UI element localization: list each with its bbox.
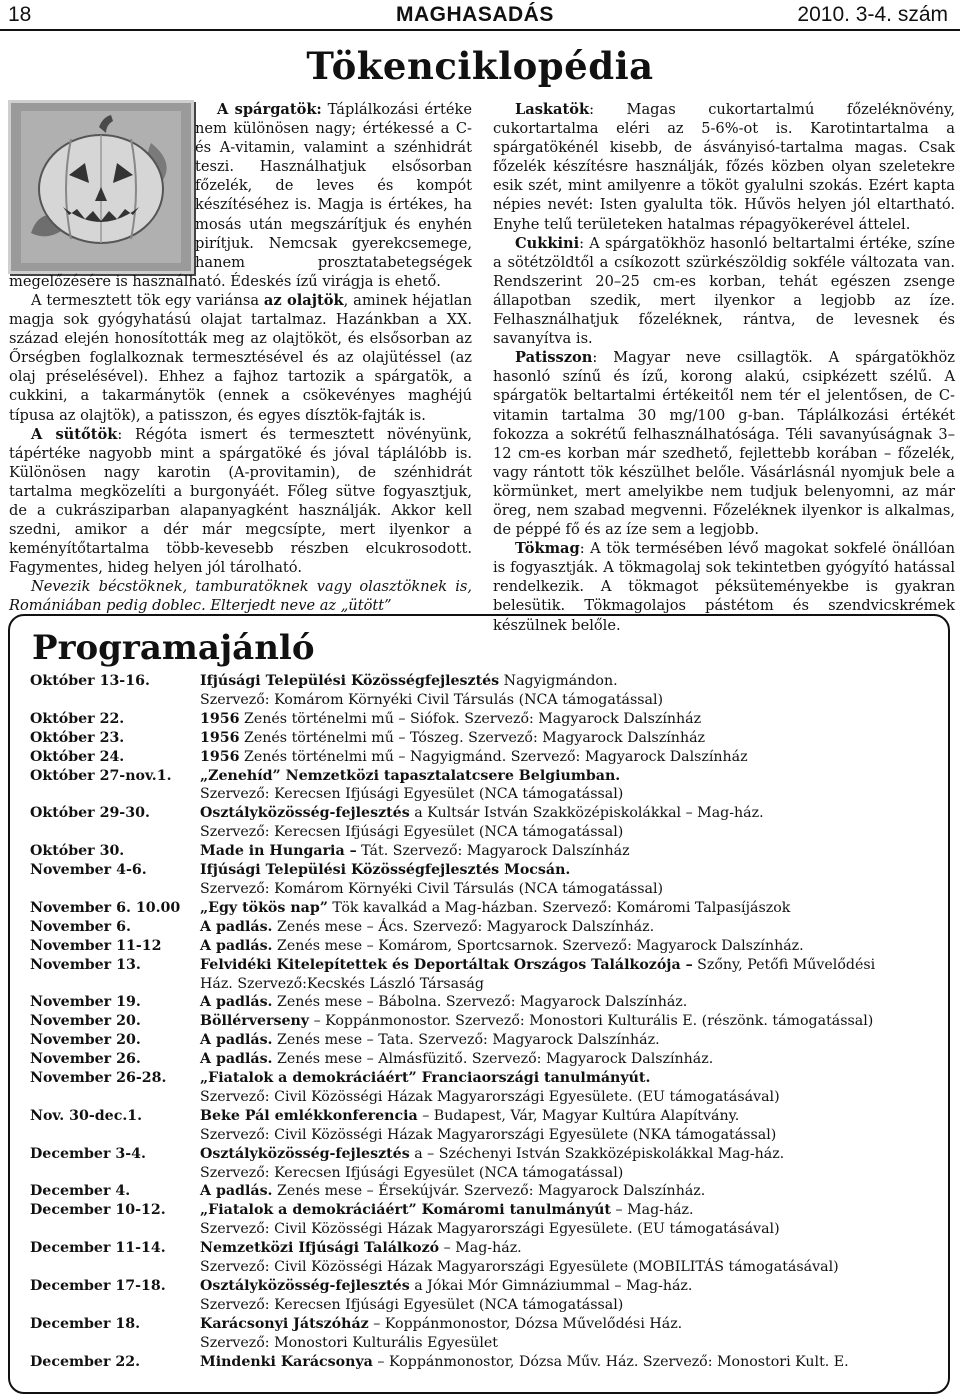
event-date: November 6. 10.00: [30, 899, 181, 916]
tokmag-text: : A tök termésében lévő magokat sokfelé önállóan is fogyasztják. A tökmagolaj sok tekintetben gyógyító hatással rendelkezik. A tökmagot péksüteményekbe is gyakran belesütik. Tökmagolajos pástétom és szendvicskrémek készülnek belőle.: [493, 540, 955, 634]
event-row: [30, 1315, 940, 1353]
event-line: [200, 1201, 940, 1220]
event-details: [200, 1201, 940, 1239]
event-details: [200, 937, 940, 956]
event-organizer: Szervező: Komárom Környéki Civil Társulás (NCA támogatással): [200, 880, 664, 897]
laskatok-text: : Magas cukortartalmú főzeléknövény, cukortartalma eléri az 5-6%-ot is. Karotintartalma a spárgatökénél kisebb, de ásványisó-tartalma magas. Csak főzelék készítésre használják, főzés közben olyan szeletekre esik szét, mint amilyenre a tököt gyalulni szokás. Ezért kapta népies nevét: Isten gyalulta tök. Hűvös helyen jól eltartható. Enyhe telű területeken hatalmas répagyökerével áttelel.: [493, 101, 955, 233]
event-title: Böllérverseny: [200, 1013, 310, 1030]
event-title: Osztályközösség-fejlesztés: [200, 1145, 410, 1162]
event-details: [200, 1315, 940, 1353]
event-date: Október 13-16.: [30, 673, 150, 689]
event-details: [200, 710, 940, 729]
event-date: December 11-14.: [30, 1240, 166, 1257]
event-line: [200, 842, 940, 861]
event-info: a Kultsár István Szakközépiskolákkal – Mag-ház.: [409, 805, 764, 822]
event-row: [30, 710, 940, 729]
event-date: November 11-12: [30, 937, 162, 954]
event-organizer: Szervező: Kerecsen Ifjúsági Egyesület (NCA támogatással): [200, 1296, 624, 1313]
event-line: [200, 899, 940, 918]
event-row: [30, 1145, 940, 1183]
event-info: – Mag-ház.: [610, 1202, 694, 1219]
event-row: [30, 956, 940, 994]
issue-date: 2010. 3-4. szám: [797, 3, 948, 26]
event-organizer: Szervező: Civil Közösségi Házak Magyarországi Egyesülete (MOBILITÁS támogatásával): [200, 1259, 839, 1276]
event-date: December 4.: [30, 1183, 131, 1200]
event-info: Zenés mese – Komárom, Sportcsarnok. Szervező: Magyarock Dalszínház.: [272, 937, 804, 954]
event-date: November 26-28.: [30, 1070, 167, 1087]
event-date: December 3-4.: [30, 1145, 146, 1162]
event-title: Ifjúsági Települési Közösségfejlesztés: [200, 673, 500, 689]
event-details: [200, 918, 940, 937]
event-line: [200, 672, 940, 691]
event-details: [200, 1353, 940, 1372]
event-title: „Fiatalok a demokráciáért” Komáromi tanulmányút: [200, 1202, 611, 1219]
event-title: Made in Hungaria –: [200, 843, 357, 860]
event-line: [200, 804, 940, 823]
cukkini-text: : A spárgatökhöz hasonló beltartalmi értéke, színe a sötétzöldtől a csíkozott szürkészöldig sokféle változata van. Rendszerint 20–25 cm-es korban, tehát egészen zsenge állapotban szedik, mert ilyenkor a legjobb az íze. Felhasználhatjuk főzeléknek, rántva, de levesnek és savanyítva is.: [493, 234, 955, 348]
event-title: Ifjúsági Települési Közösségfejlesztés Mocsán.: [200, 862, 571, 879]
event-title: Osztályközösség-fejlesztés: [200, 805, 410, 822]
left-column: [9, 100, 472, 616]
event-title: Beke Pál emlékkonferencia: [200, 1107, 418, 1124]
event-title: Karácsonyi Játszóház: [200, 1315, 369, 1332]
event-line: [200, 729, 940, 748]
event-details: [200, 1107, 940, 1145]
event-info: a – Széchenyi István Szakközépiskolákkal Mag-ház.: [409, 1145, 785, 1162]
event-details: [200, 1182, 940, 1201]
event-details: [200, 1277, 940, 1315]
event-row: [30, 729, 940, 748]
event-line: [200, 1315, 940, 1334]
paragraph-laskatok: [493, 100, 955, 234]
event-title: A padlás.: [200, 994, 273, 1011]
event-row: [30, 1069, 940, 1107]
event-date: November 19.: [30, 994, 141, 1011]
nevezik-text: Nevezik bécstöknek, tamburatöknek vagy olasztöknek is, Romániában pedig doblec. Elterjedt neve az „ütött”: [9, 578, 472, 615]
event-details: [200, 842, 940, 861]
event-date: November 26.: [30, 1051, 141, 1068]
event-line: [200, 1050, 940, 1069]
event-info: – Koppánmonostor, Dózsa Műv. Ház. Szervező: Monostori Kult. E.: [372, 1353, 849, 1370]
event-row: [30, 1201, 940, 1239]
event-date: November 13.: [30, 956, 141, 973]
event-line: [200, 937, 940, 956]
event-info: Zenés mese – Bábolna. Szervező: Magyarock Dalszínház.: [272, 994, 688, 1011]
event-organizer: Szervező: Civil Közösségi Házak Magyarországi Egyesülete (NKA támogatással): [200, 1126, 777, 1143]
event-organizer: Szervező: Civil Közösségi Házak Magyarországi Egyesülete. (EU támogatásával): [200, 1221, 780, 1238]
event-info: Zenés mese – Ács. Szervező: Magyarock Dalszínház.: [272, 918, 655, 935]
event-title: 1956: [200, 710, 240, 727]
event-date: Október 30.: [30, 843, 125, 860]
event-info: Szőny, Petőfi Művelődési: [692, 956, 876, 973]
event-date: Október 27-nov.1.: [30, 767, 172, 784]
image-spacer: [9, 100, 195, 271]
event-date: Október 22.: [30, 710, 125, 727]
event-organizer: Szervező: Kerecsen Ifjúsági Egyesület (NCA támogatással): [200, 824, 624, 841]
event-line: [200, 861, 940, 880]
paragraph-sutotok: [9, 425, 472, 578]
event-row: [30, 993, 940, 1012]
event-row: [30, 937, 940, 956]
event-line: [200, 748, 940, 767]
event-date: November 6.: [30, 918, 131, 935]
event-info: Tök kavalkád a Mag-házban. Szervező: Komáromi Talpasíjászok: [327, 899, 791, 916]
event-row: [30, 1239, 940, 1277]
event-line: [200, 1012, 940, 1031]
event-info: Zenés mese – Almásfüzitő. Szervező: Magyarock Dalszínház.: [272, 1051, 714, 1068]
event-row: [30, 767, 940, 805]
event-line: [200, 710, 940, 729]
event-row: [30, 1050, 940, 1069]
event-details: [200, 993, 940, 1012]
event-organizer: Szervező: Komárom Környéki Civil Társulás (NCA támogatással): [200, 691, 664, 708]
event-organizer: Szervező: Civil Közösségi Házak Magyarországi Egyesülete. (EU támogatásával): [200, 1088, 780, 1105]
olajtok-text: , aminek héjatlan magja sok gyógyhatású olajat tartalmaz. Hazánkban a XX. század elején honosították meg az olajtököt, és elsősorban az Őrségben foglalkoznak termesztésével és az olajütéssel (az olaj préselésével). Ehhez a fajhoz tartozik a spárgatök, a cukkini, a takarmánytök (ennek a csökevényes maghéjú típusa az olajtök), a patisszon, és egyes dísztök-fajták is.: [9, 291, 472, 424]
event-info: a Jókai Mór Gimnáziummal – Mag-ház.: [409, 1278, 693, 1294]
magazine-name: MAGHASADÁS: [396, 3, 554, 26]
article-title: Tökenciklopédia: [306, 44, 654, 88]
event-line: [200, 1107, 940, 1126]
event-list: [30, 672, 940, 1372]
event-date: Október 29-30.: [30, 805, 150, 822]
page-number: 18: [8, 3, 32, 26]
event-organizer: Ház. Szervező:Kecskés László Társaság: [200, 975, 484, 992]
spargatok-text: Táplálkozási értéke nem különösen nagy; értékessé a C- és A-vitamin, valamint a szénhidrát teszi. Használhatjuk elsősorban főzelék, de leves és kompót készítéséhez is. Magja is értékes, ha mosás után megszárítjuk és enyhén pirítjuk. Nemcsak gyerekcsemege, hanem prosztatabetegségek megelőzésére is használható. Édeskés ízű virágja is ehető.: [9, 101, 472, 290]
page-header: [0, 0, 960, 30]
event-title: Nemzetközi Ifjúsági Találkozó: [200, 1240, 440, 1257]
event-title: A padlás.: [200, 1051, 273, 1068]
event-line: [200, 1031, 940, 1050]
event-info: Zenés mese – Érsekújvár. Szervező: Magyarock Dalszínház.: [272, 1183, 706, 1200]
right-column: [493, 100, 955, 635]
header-rule: [0, 29, 960, 31]
event-title: „Egy tökös nap”: [200, 899, 328, 916]
term-patisszon: Patisszon: [515, 349, 593, 367]
event-line: [200, 1353, 940, 1372]
event-info: – Budapest, Vár, Magyar Kultúra Alapítvány.: [417, 1107, 740, 1124]
event-details: [200, 1145, 940, 1183]
event-row: [30, 918, 940, 937]
event-row: [30, 842, 940, 861]
paragraph-patisszon: [493, 348, 955, 539]
event-title: A padlás.: [200, 918, 273, 935]
event-date: Nov. 30-dec.1.: [30, 1107, 143, 1124]
event-details: [200, 1239, 940, 1277]
event-details: [200, 767, 940, 805]
event-info: – Koppánmonostor. Szervező: Monostori Kulturális E. (részönk. támogatással): [309, 1013, 874, 1030]
event-row: [30, 1031, 940, 1050]
event-info: Tát. Szervező: Magyarock Dalszínház: [356, 843, 630, 860]
event-line: [200, 956, 940, 975]
event-row: [30, 748, 940, 767]
event-info: Zenés történelmi mű – Nagyigmánd. Szervező: Magyarock Dalszínház: [239, 748, 748, 765]
event-date: November 20.: [30, 1032, 141, 1049]
event-line: [200, 1145, 940, 1164]
event-title: Felvidéki Kitelepítettek és Deportáltak Országos Találkozója –: [200, 956, 693, 973]
event-details: [200, 899, 940, 918]
olajtok-intro: A termesztett tök egy variánsa: [31, 291, 264, 309]
event-info: Zenés mese – Tata. Szervező: Magyarock Dalszínház.: [272, 1032, 660, 1049]
sutotok-text: : Régóta ismert és termesztett növényünk, tápértéke nagyobb mint a spárgatöké és jóval táplálóbb is. Különösen nagy karotin (A-provitamin), de szénhidrát tartalma megközelíti a burgonyáét. Főleg sütve fogyasztjuk, de a cukrásziparban alapanyagként használják. Akkor kell szedni, amikor a dér már megcsípte, mert ilyenkor a keményítőtartalma több-kevesebb részben elcukrosodott. Fagymentes, hideg helyen jól tárolható.: [9, 425, 472, 577]
event-title: A padlás.: [200, 937, 273, 954]
event-details: [200, 748, 940, 767]
event-line: [200, 918, 940, 937]
event-title: „Fiatalok a demokráciáért” Franciaországi tanulmányút.: [200, 1070, 651, 1087]
event-row: [30, 804, 940, 842]
event-title: 1956: [200, 748, 240, 765]
event-organizer: Szervező: Monostori Kulturális Egyesület: [200, 1334, 498, 1351]
event-row: [30, 899, 940, 918]
event-details: [200, 1069, 940, 1107]
event-row: [30, 1107, 940, 1145]
event-info: Zenés történelmi mű – Tószeg. Szervező: Magyarock Dalszínház: [239, 729, 706, 746]
event-details: [200, 861, 940, 899]
event-line: [200, 767, 940, 786]
event-date: November 4-6.: [30, 862, 147, 879]
program-title: Programajánló: [32, 628, 315, 668]
event-line: [200, 1277, 940, 1296]
event-date: December 18.: [30, 1315, 141, 1332]
program-box: [8, 614, 950, 1394]
event-row: [30, 1182, 940, 1201]
event-organizer: Szervező: Kerecsen Ifjúsági Egyesület (NCA támogatással): [200, 786, 624, 803]
event-title: 1956: [200, 729, 240, 746]
event-info: Zenés történelmi mű – Siófok. Szervező: Magyarock Dalszínház: [239, 710, 702, 727]
event-row: [30, 861, 940, 899]
event-details: [200, 804, 940, 842]
event-row: [30, 1012, 940, 1031]
event-details: [200, 1050, 940, 1069]
paragraph-olajtok: [9, 291, 472, 425]
term-cukkini: Cukkini: [515, 234, 580, 252]
event-details: [200, 956, 940, 994]
term-olajtok: az olajtök: [263, 291, 344, 309]
event-row: [30, 1353, 940, 1372]
event-info: Nagyigmándon.: [499, 673, 618, 689]
event-title: Osztályközösség-fejlesztés: [200, 1278, 410, 1294]
event-title: Mindenki Karácsonya: [200, 1353, 373, 1370]
event-info: – Mag-ház.: [439, 1240, 522, 1257]
event-details: [200, 1012, 940, 1031]
event-details: [200, 1031, 940, 1050]
event-line: [200, 1239, 940, 1258]
event-date: Október 23.: [30, 729, 125, 746]
event-info: – Koppánmonostor, Dózsa Művelődési Ház.: [368, 1315, 683, 1332]
event-details: [200, 672, 940, 710]
event-title: A padlás.: [200, 1032, 273, 1049]
event-date: Október 24.: [30, 748, 125, 765]
event-line: [200, 993, 940, 1012]
paragraph-nevezik: [9, 577, 472, 615]
term-sutotok: A sütőtök: [31, 425, 118, 443]
patisszon-text: : Magyar neve csillagtök. A spárgatökhöz hasonló színű és ízű, korong alakú, csipkézett szélű. A spárgatök beltartalmi értékeitől nem tér el jelentősen, de C-vitamin tartalma 30 mg/100 g-ban. Táplálkozási értékét fokozza a sokrétű felhasználhatósága. Téli savanyúságnak 3–12 cm-es korban már szedhető, fejlettebb korában – főzelék, vagy rántott tök készülhet belőle. Vásárlásnál nyomjuk bele a körmünket, mert amelyikbe nem tudjuk belenyomni, az már öreg, nem szabad megvenni. Főzeléknek ilyenkor is alkalmas, de péppé fő és az íze sem a legjobb.: [493, 349, 955, 539]
event-line: [200, 1069, 940, 1088]
event-date: December 10-12.: [30, 1202, 166, 1219]
event-title: A padlás.: [200, 1183, 273, 1200]
paragraph-spargatok: [9, 100, 472, 291]
event-row: [30, 672, 940, 710]
event-line: [200, 1182, 940, 1201]
event-title: „Zenehíd” Nemzetközi tapasztalatcsere Belgiumban.: [200, 767, 621, 784]
event-row: [30, 1277, 940, 1315]
event-date: December 22.: [30, 1353, 141, 1370]
term-tokmag: Tökmag: [515, 540, 580, 558]
event-date: December 17-18.: [30, 1278, 166, 1294]
term-laskatok: Laskatök: [515, 101, 590, 118]
term-spargatok: A spárgatök:: [217, 101, 322, 118]
paragraph-cukkini: [493, 234, 955, 349]
event-details: [200, 729, 940, 748]
event-organizer: Szervező: Kerecsen Ifjúsági Egyesület (NCA támogatással): [200, 1164, 624, 1181]
event-date: November 20.: [30, 1013, 141, 1030]
